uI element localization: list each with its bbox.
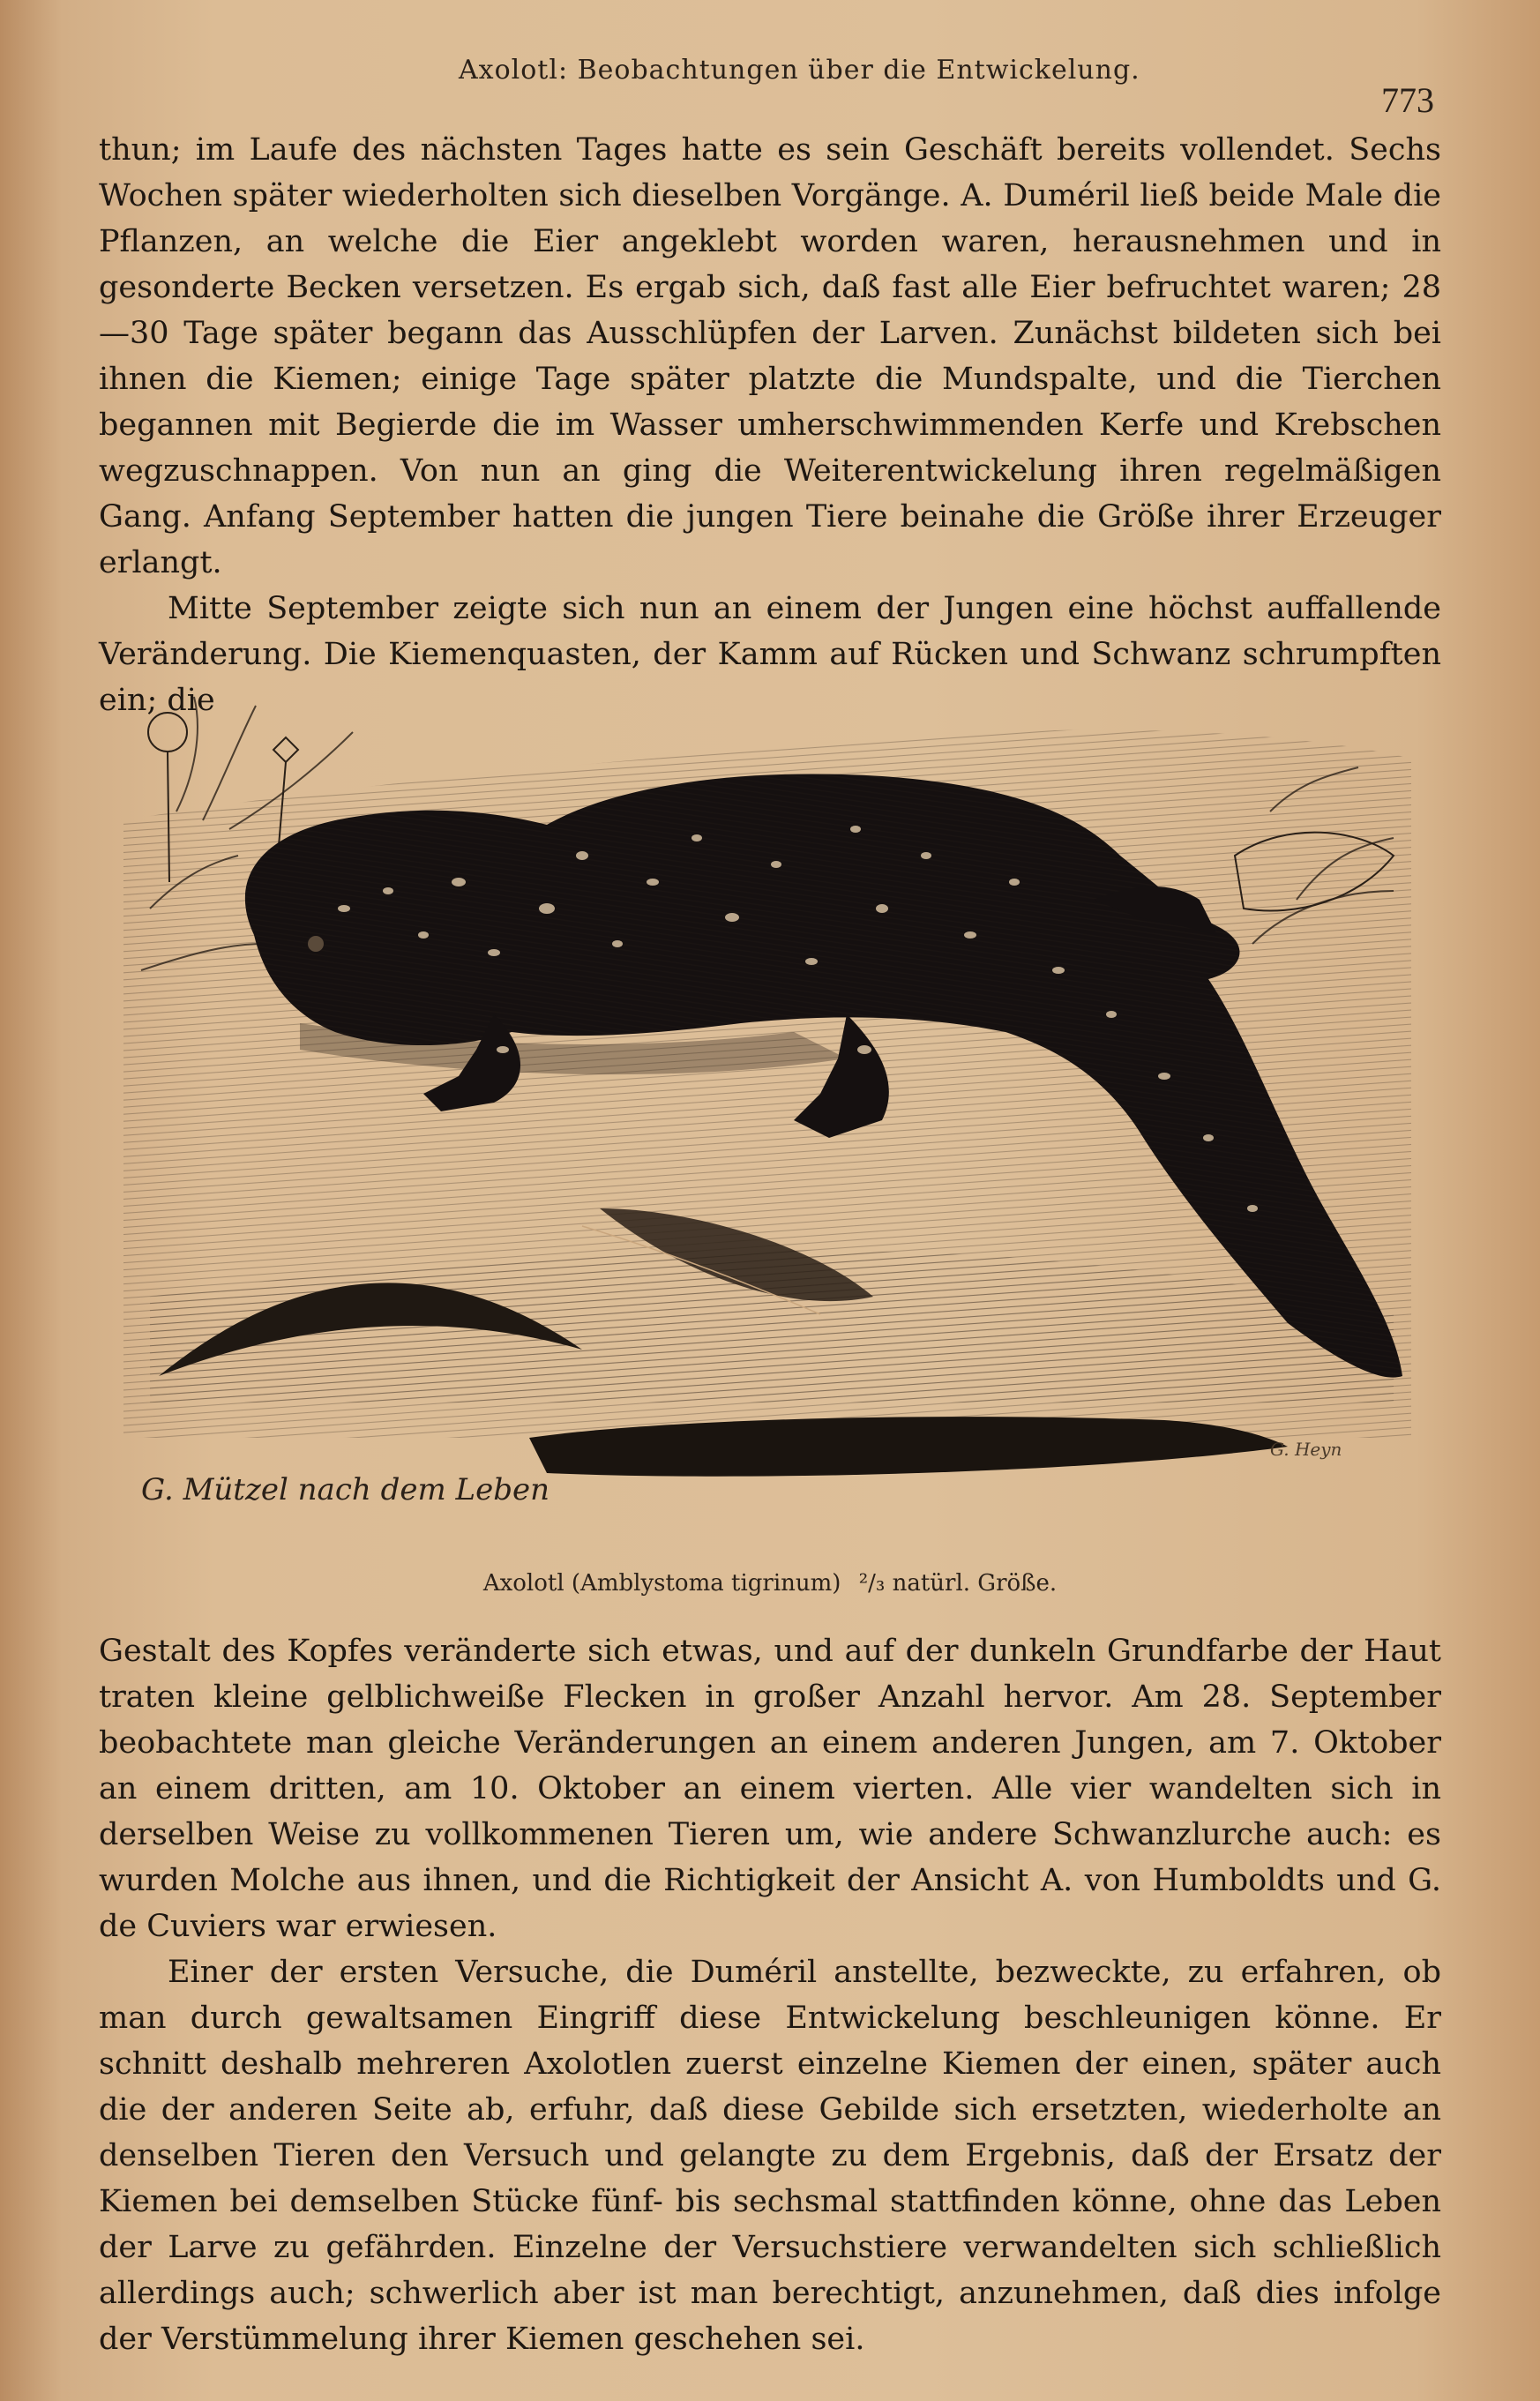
figure-caption bbox=[0, 1570, 1540, 1597]
paragraph: Mitte September zeigte sich nun an einem der Jungen eine höchst auffallende Veränderung. Die Kiemenquasten, der Kamm auf Rücken und Schwanz schrumpften ein; die bbox=[99, 591, 1441, 718]
engraver-signature-right: G. Heyn bbox=[1270, 1439, 1342, 1460]
paragraph: Gestalt des Kopfes veränderte sich etwas, und auf der dunkeln Grundfarbe der Haut traten kleine gelblichweiße Flecken in großer Anzahl hervor. Am 28. September beobachtete man gleiche Veränderungen an einem anderen Jungen, am 7. Oktober an einem dritten, am 10. Oktober an einem vierten. Alle vier wandelten sich in derselben Weise zu vollkommenen Tieren um, wie andere Schwanzlurche auch: es wurden Molche aus ihnen, und die Richtigkeit der Ansicht A. von Humboldts und G. de Cuviers war erwiesen. bbox=[99, 1634, 1441, 1944]
paragraph: Einer der ersten Versuche, die Duméril anstellte, bezweckte, zu erfahren, ob man durch gewaltsamen Eingriff diese Entwickelung beschleunigen könne. Er schnitt deshalb mehreren Axolotlen zuerst einzelne Kiemen der einen, später auch die der anderen Seite ab, erfuhr, daß diese Gebilde sich ersetzten, wiederholte an denselben Tieren den Versuch und gelangte zu dem Ergebnis, daß der Ersatz der Kiemen bei demselben Stücke fünf- bis sechsmal stattfinden könne, ohne das Leben der Larve zu gefährden. Einzelne der Versuchstiere verwandelten sich schließlich allerdings auch; schwerlich aber ist man berechtigt, anzunehmen, daß dies infolge der Verstümmelung ihrer Kiemen geschehen sei. bbox=[99, 1955, 1441, 2357]
page-number: 773 bbox=[1381, 80, 1434, 120]
running-head: Axolotl: Beobachtungen über die Entwickelung. bbox=[459, 55, 1140, 86]
text-block-bottom bbox=[99, 1628, 1441, 2362]
text-block-top bbox=[99, 127, 1441, 723]
caption-name: Axolotl (Amblystoma tigrinum) bbox=[482, 1570, 841, 1597]
engraver-signature-left: G. Mützel nach dem Leben bbox=[141, 1472, 549, 1507]
paragraph: thun; im Laufe des nächsten Tages hatte es sein Geschäft bereits vollendet. Sechs Wochen später wiederholten sich dieselben Vorgänge. A. Duméril ließ beide Male die Pflanzen, an welche die Eier angeklebt worden waren, herausnehmen und in gesonderte Becken versetzen. Es ergab sich, daß fast alle Eier befruchtet waren; 28—30 Tage später begann das Ausschlüpfen der Larven. Zunächst bildeten sich bei ihnen die Kiemen; einige Tage später platzte die Mundspalte, und die Tierchen begannen mit Begierde die im Wasser umherschwimmenden Kerfe und Krebschen wegzuschnappen. Von nun an ging die Weiterentwickelung ihren regelmäßigen Gang. Anfang September hatten die jungen Tiere beinahe die Größe ihrer Erzeuger erlangt. bbox=[99, 132, 1441, 580]
axolotl-engraving bbox=[123, 679, 1411, 1517]
caption-scale: ²/₃ natürl. Größe. bbox=[858, 1570, 1058, 1597]
